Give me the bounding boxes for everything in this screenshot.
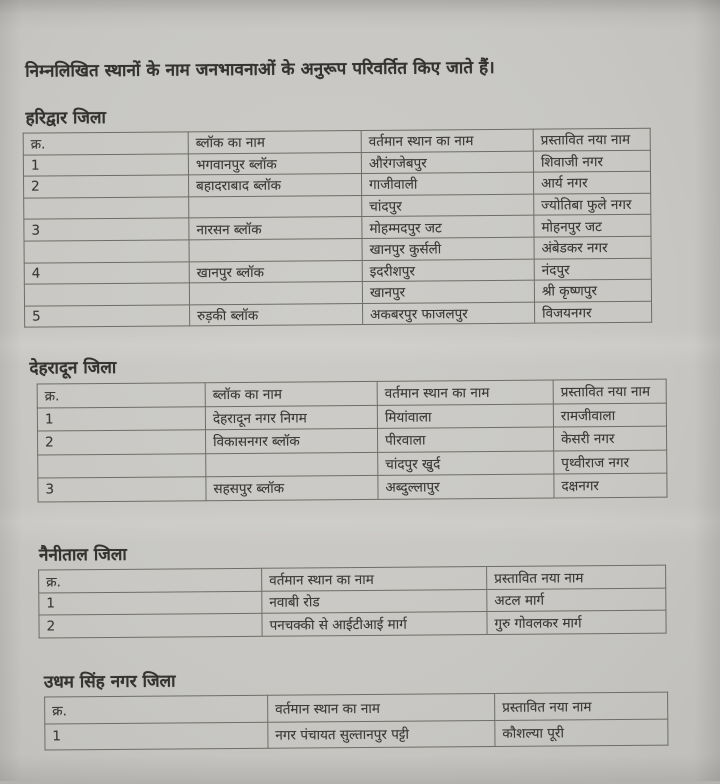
table-cell: गुरु गोवलकर मार्ग	[487, 610, 666, 634]
table-cell: पनचक्की से आईटीआई मार्ग	[262, 612, 487, 636]
table-row	[45, 719, 668, 750]
table-cell: दक्षनगर	[554, 473, 667, 497]
district-heading-nainital: नैनीताल जिला	[38, 544, 127, 566]
table-cell: 1	[23, 153, 188, 176]
table-cell	[206, 452, 378, 477]
table-cell: नारसन ब्लॉक	[189, 217, 362, 240]
table-cell: ज्योतिबा फुले नगर	[534, 193, 651, 216]
table-cell: चांदपुर खुर्द	[378, 450, 554, 475]
intro-line: निम्नलिखित स्थानों के नाम जनभावनाओं के अनुरूप परिवर्तित किए जाते हैं।	[25, 57, 495, 82]
table-cell: शिवाजी नगर	[533, 150, 650, 173]
column-header: ब्लॉक का नाम	[188, 130, 361, 153]
column-header: प्रस्तावित नया नाम	[533, 128, 650, 151]
table-cell: इदरीशपुर	[362, 259, 534, 282]
table-cell: अब्दुल्लापुर	[378, 474, 554, 499]
table-row	[39, 610, 666, 637]
column-header: वर्तमान स्थान का नाम	[268, 693, 495, 721]
district-heading-haridwar: हरिद्वार जिला	[25, 107, 107, 129]
table-cell: 1	[37, 406, 205, 431]
column-header: वर्तमान स्थान का नाम	[361, 129, 533, 152]
table-cell: 2	[39, 613, 262, 637]
table-cell: औरंगजेबपुर	[361, 151, 533, 174]
district-heading-udham-singh-nagar: उधम सिंह नगर जिला	[43, 671, 176, 693]
table-cell: श्री कृष्णपुर	[534, 279, 651, 302]
table-cell: 5	[25, 305, 190, 328]
table-cell: 3	[24, 218, 189, 241]
column-header: वर्तमान स्थान का नाम	[262, 567, 487, 591]
table-cell: सहसपुर ब्लॉक	[206, 475, 378, 500]
table-cell: मोहम्मदपुर जट	[362, 216, 534, 239]
table-cell: पृथ्वीराज नगर	[554, 450, 667, 474]
column-header: प्रस्तावित नया नाम	[487, 565, 666, 589]
table-cell: बहादराबाद ब्लॉक	[188, 174, 361, 197]
column-header: क्र.	[37, 383, 205, 408]
table-cell: भगवानपुर ब्लॉक	[188, 152, 361, 175]
table-cell: अंबेडकर नगर	[534, 236, 651, 259]
column-header: क्र.	[45, 695, 268, 723]
table-cell	[24, 197, 189, 220]
table-cell: पीरवाला	[377, 427, 553, 452]
table-cell	[38, 453, 206, 478]
table-cell: रामजीवाला	[553, 403, 666, 427]
haridwar-table	[23, 128, 653, 328]
table-cell: रुड़की ब्लॉक	[190, 303, 363, 326]
table-row	[38, 473, 667, 501]
table-cell: विकासनगर ब्लॉक	[205, 428, 377, 453]
table-cell: नवाबी रोड	[262, 589, 487, 613]
column-header: ब्लॉक का नाम	[205, 381, 377, 406]
table-cell: अटल मार्ग	[487, 588, 666, 612]
table-cell: गाजीवाली	[361, 172, 533, 195]
table-cell: 2	[38, 430, 206, 455]
table-cell: 3	[38, 477, 206, 502]
table-cell	[189, 238, 362, 261]
table-cell: कौशल्या पूरी	[495, 719, 668, 747]
table-cell: 1	[39, 591, 262, 615]
dehradun-table	[37, 379, 668, 502]
column-header: प्रस्तावित नया नाम	[495, 692, 668, 720]
table-cell: अकबरपुर फाजलपुर	[363, 302, 535, 325]
table-cell: नगर पंचायत सुल्तानपुर पट्टी	[268, 720, 495, 748]
table-cell: केसरी नगर	[553, 426, 666, 450]
column-header: प्रस्तावित नया नाम	[553, 379, 666, 403]
table-cell: नंदपुर	[534, 258, 651, 281]
table-cell: मियांवाला	[377, 403, 553, 428]
column-header: क्र.	[39, 568, 262, 592]
column-header: क्र.	[23, 132, 188, 155]
column-header: वर्तमान स्थान का नाम	[377, 380, 553, 405]
nainital-table	[38, 565, 667, 638]
table-cell: 2	[24, 175, 189, 198]
udham-singh-nagar-table	[44, 692, 668, 751]
table-cell: चांदपुर	[362, 194, 534, 217]
table-cell: विजयनगर	[535, 301, 652, 324]
table-cell	[189, 195, 362, 218]
table-cell: आर्य नगर	[533, 171, 650, 194]
district-heading-dehradun: देहरादून जिला	[29, 357, 117, 379]
table-cell: 1	[45, 722, 268, 750]
table-row	[25, 301, 652, 328]
table-cell: मोहनपुर जट	[534, 215, 651, 238]
table-cell	[189, 282, 362, 305]
table-cell: खानपुर कुर्सली	[362, 237, 534, 260]
table-cell	[24, 283, 189, 306]
table-cell: खानपुर	[362, 280, 534, 303]
table-cell: खानपुर ब्लॉक	[189, 260, 362, 283]
table-cell: 4	[24, 261, 189, 284]
table-cell	[24, 240, 189, 263]
table-cell: देहरादून नगर निगम	[205, 405, 377, 430]
